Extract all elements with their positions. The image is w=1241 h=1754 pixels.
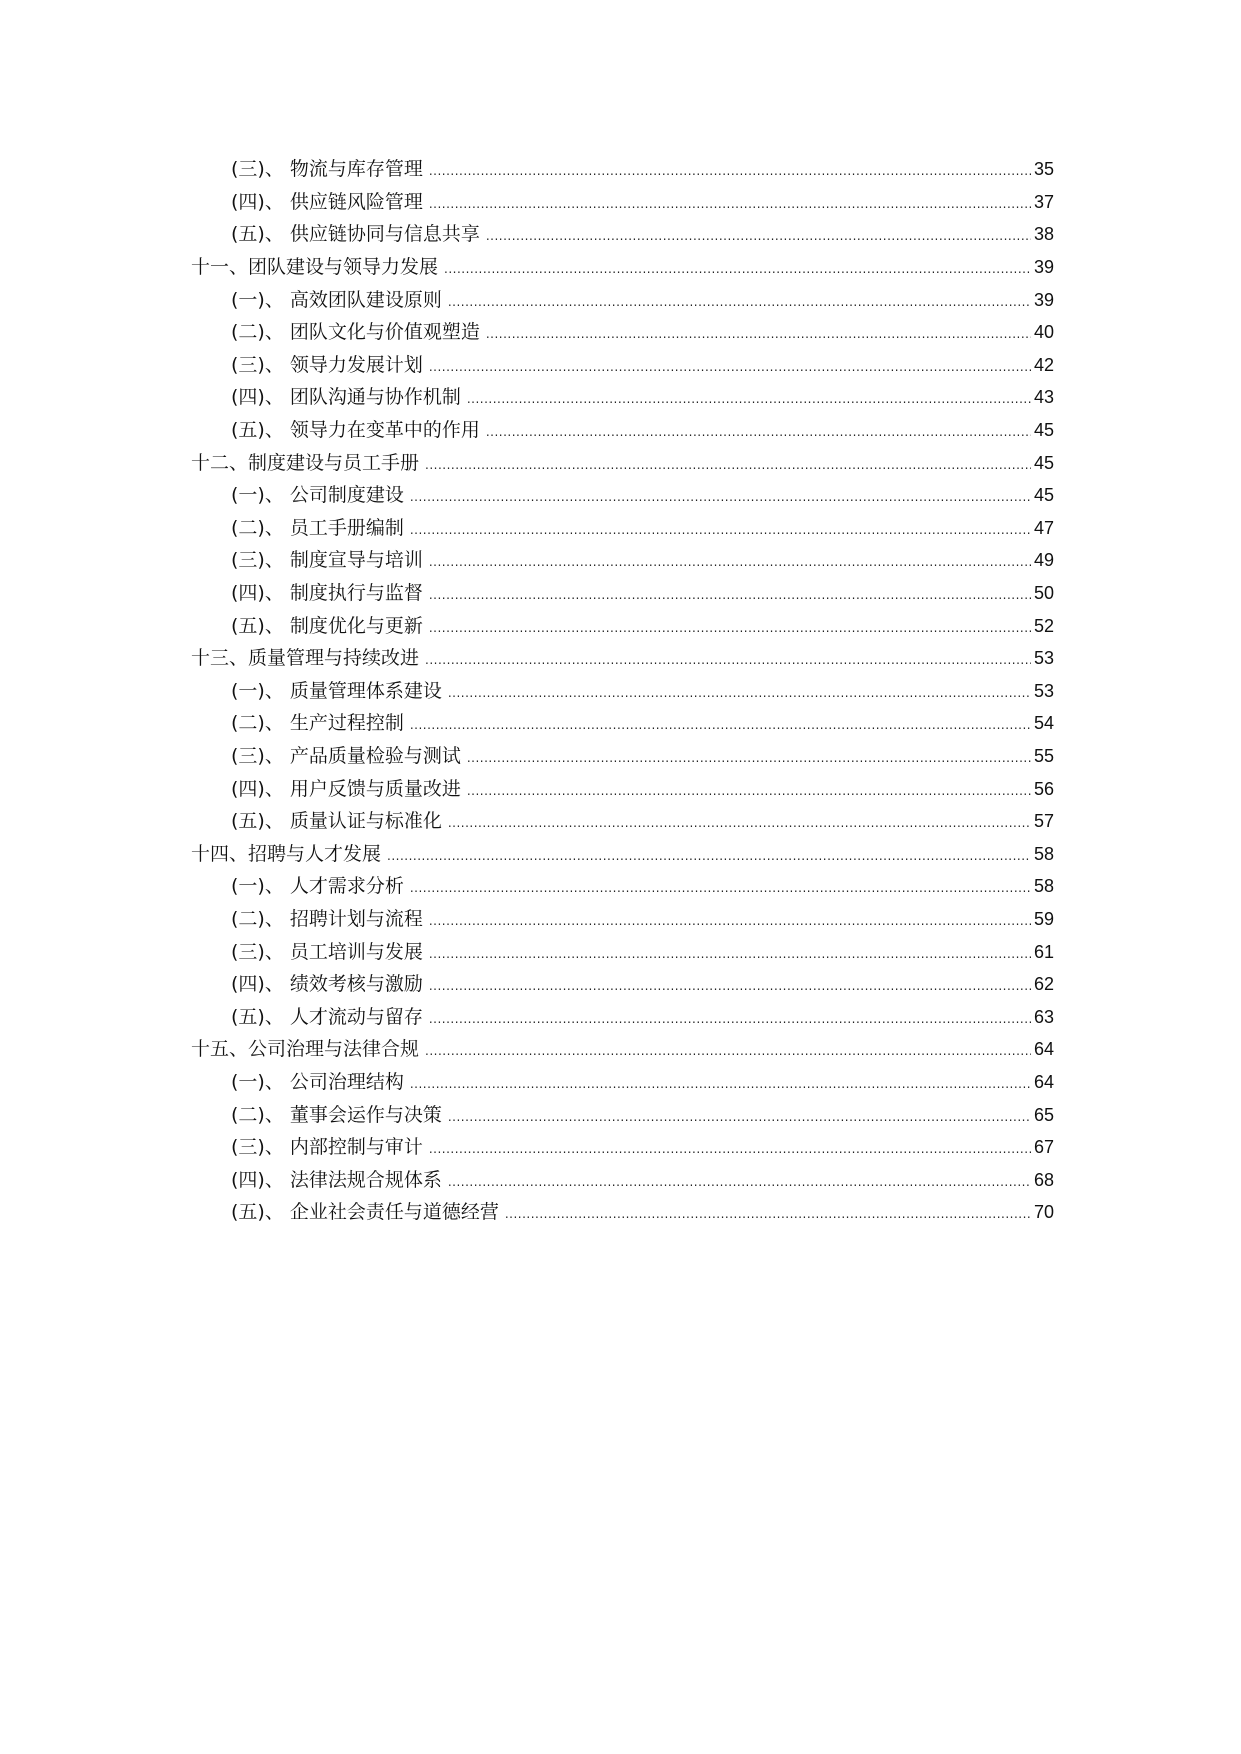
toc-section-entry[interactable] (0, 415, 1241, 448)
dot-leader (448, 1105, 1031, 1129)
toc-entry-number: (三)、 (231, 1136, 284, 1159)
dot-leader (486, 224, 1031, 248)
toc-section-entry[interactable] (0, 350, 1241, 383)
toc-entry-title: 内部控制与审计 (289, 1136, 423, 1159)
toc-page-number: 68 (1033, 1169, 1054, 1190)
dot-leader (410, 518, 1031, 542)
dot-leader (444, 257, 1031, 281)
toc-entry-line (231, 874, 1054, 900)
toc-entry-title: 领导力发展计划 (289, 353, 423, 376)
toc-chapter-entry[interactable] (0, 447, 1241, 480)
toc-entry-number: (四)、 (231, 777, 284, 800)
dot-leader (448, 1170, 1031, 1194)
toc-page-number: 45 (1033, 420, 1054, 441)
toc-entry-title: 公司治理结构 (289, 1070, 404, 1093)
dot-leader (429, 355, 1031, 379)
toc-entry-title: 质量认证与标准化 (289, 810, 442, 833)
dot-leader (429, 583, 1031, 607)
toc-section-entry[interactable] (0, 578, 1241, 611)
toc-section-entry[interactable] (0, 382, 1241, 415)
toc-entry-number: (五)、 (231, 614, 284, 637)
toc-page-number: 39 (1033, 257, 1054, 278)
toc-section-entry[interactable] (0, 1067, 1241, 1100)
toc-section-entry[interactable] (0, 1197, 1241, 1230)
toc-page-number: 37 (1033, 191, 1054, 212)
toc-entry-number: (四)、 (231, 973, 284, 996)
toc-section-entry[interactable] (0, 545, 1241, 578)
dot-leader (425, 648, 1031, 672)
toc-entry-line (231, 516, 1054, 542)
toc-page-number: 38 (1033, 224, 1054, 245)
toc-page-number: 52 (1033, 615, 1054, 636)
toc-entry-line (231, 1005, 1054, 1031)
toc-entry-title: 十二、制度建设与员工手册 (191, 451, 420, 474)
toc-entry-line (231, 320, 1054, 346)
toc-entry-number: (三)、 (231, 158, 284, 181)
toc-section-entry[interactable] (0, 1001, 1241, 1034)
toc-page-number: 35 (1033, 159, 1054, 180)
dot-leader (429, 1137, 1031, 1161)
toc-page-number: 55 (1033, 745, 1054, 766)
dot-leader (505, 1202, 1031, 1226)
toc-entry-number: (三)、 (231, 549, 284, 572)
toc-entry-line (231, 483, 1054, 509)
toc-entry-title: 公司制度建设 (289, 484, 404, 507)
toc-page-number: 47 (1033, 517, 1054, 538)
toc-page-number: 63 (1033, 1006, 1054, 1027)
dot-leader (429, 550, 1031, 574)
dot-leader (429, 974, 1031, 998)
toc-entry-number: (三)、 (231, 744, 284, 767)
toc-page-number: 39 (1033, 289, 1054, 310)
toc-entry-title: 员工手册编制 (289, 516, 404, 539)
dot-leader (410, 485, 1031, 509)
toc-entry-number: (一)、 (231, 679, 284, 702)
toc-entry-line (231, 809, 1054, 835)
toc-entry-line (231, 614, 1054, 640)
toc-entry-title: 十一、团队建设与领导力发展 (191, 256, 439, 279)
toc-section-entry[interactable] (0, 480, 1241, 513)
toc-page-number: 43 (1033, 387, 1054, 408)
toc-page-number: 53 (1033, 680, 1054, 701)
toc-entry-number: (三)、 (231, 353, 284, 376)
toc-page-number: 49 (1033, 550, 1054, 571)
toc-entry-line (231, 940, 1054, 966)
dot-leader (467, 779, 1031, 803)
dot-leader (448, 681, 1031, 705)
toc-entry-title: 人才流动与留存 (289, 1005, 423, 1028)
toc-section-entry[interactable] (0, 1132, 1241, 1165)
dot-leader (429, 192, 1031, 216)
toc-entry-line (231, 711, 1054, 737)
toc-entry-number: (四)、 (231, 190, 284, 213)
toc-entry-number: (一)、 (231, 484, 284, 507)
toc-chapter-entry[interactable] (0, 1034, 1241, 1067)
toc-page-number: 45 (1033, 485, 1054, 506)
toc-entry-number: (五)、 (231, 810, 284, 833)
toc-entry-line (231, 157, 1054, 183)
dot-leader (467, 387, 1031, 411)
toc-entry-line (231, 1200, 1054, 1226)
toc-page-number: 40 (1033, 322, 1054, 343)
toc-entry-title: 生产过程控制 (289, 712, 404, 735)
toc-chapter-entry[interactable] (0, 838, 1241, 871)
toc-chapter-entry[interactable] (0, 252, 1241, 285)
toc-entry-number: (四)、 (231, 582, 284, 605)
toc-section-entry[interactable] (0, 708, 1241, 741)
toc-section-entry[interactable] (0, 513, 1241, 546)
toc-entry-number: (一)、 (231, 875, 284, 898)
toc-page-number: 62 (1033, 974, 1054, 995)
toc-entry-title: 员工培训与发展 (289, 940, 423, 963)
toc-section-entry[interactable] (0, 676, 1241, 709)
toc-section-entry[interactable] (0, 871, 1241, 904)
toc-entry-number: (二)、 (231, 516, 284, 539)
toc-section-entry[interactable] (0, 284, 1241, 317)
dot-leader (429, 909, 1031, 933)
toc-entry-title: 高效团队建设原则 (289, 288, 442, 311)
dot-leader (486, 322, 1031, 346)
toc-entry-title: 人才需求分析 (289, 875, 404, 898)
toc-entry-number: (四)、 (231, 386, 284, 409)
dot-leader (429, 942, 1031, 966)
toc-entry-number: (五)、 (231, 223, 284, 246)
toc-section-entry[interactable] (0, 1099, 1241, 1132)
toc-entry-line (231, 385, 1054, 411)
toc-page-number: 67 (1033, 1137, 1054, 1158)
toc-chapter-entry[interactable] (0, 643, 1241, 676)
toc-page-number: 42 (1033, 354, 1054, 375)
toc-page-number: 70 (1033, 1202, 1054, 1223)
toc-entry-line (231, 190, 1054, 216)
toc-entry-line (231, 777, 1054, 803)
toc-entry-number: (五)、 (231, 419, 284, 442)
toc-entry-line (231, 907, 1054, 933)
toc-entry-title: 质量管理体系建设 (289, 679, 442, 702)
toc-section-entry[interactable] (0, 317, 1241, 350)
toc-entry-title: 团队沟通与协作机制 (289, 386, 461, 409)
toc-entry-line (231, 744, 1054, 770)
toc-section-entry[interactable] (0, 741, 1241, 774)
toc-section-entry[interactable] (0, 969, 1241, 1002)
toc-entry-line (231, 288, 1054, 314)
toc-entry-line (191, 255, 1054, 281)
toc-entry-number: (五)、 (231, 1005, 284, 1028)
toc-section-entry[interactable] (0, 187, 1241, 220)
toc-entry-title: 十四、招聘与人才发展 (191, 842, 382, 865)
toc-entry-title: 招聘计划与流程 (289, 907, 423, 930)
toc-entry-number: (一)、 (231, 288, 284, 311)
toc-entry-line (191, 451, 1054, 477)
dot-leader (448, 811, 1031, 835)
toc-page-number: 53 (1033, 648, 1054, 669)
toc-entry-line (231, 222, 1054, 248)
dot-leader (425, 453, 1031, 477)
toc-entry-title: 供应链风险管理 (289, 190, 423, 213)
toc-page-number: 64 (1033, 1071, 1054, 1092)
toc-page-number: 64 (1033, 1039, 1054, 1060)
toc-entry-number: (二)、 (231, 321, 284, 344)
toc-entry-title: 团队文化与价值观塑造 (289, 321, 480, 344)
toc-entry-title: 十三、质量管理与持续改进 (191, 647, 420, 670)
toc-page-number: 56 (1033, 778, 1054, 799)
toc-entry-title: 董事会运作与决策 (289, 1103, 442, 1126)
toc-page-number: 57 (1033, 811, 1054, 832)
toc-entry-number: (三)、 (231, 940, 284, 963)
toc-section-entry[interactable] (0, 154, 1241, 187)
toc-page-number: 58 (1033, 876, 1054, 897)
toc-page-number: 50 (1033, 583, 1054, 604)
toc-entry-number: (一)、 (231, 1070, 284, 1093)
toc-section-entry[interactable] (0, 904, 1241, 937)
toc-entry-title: 物流与库存管理 (289, 158, 423, 181)
dot-leader (429, 1007, 1031, 1031)
toc-entry-line (231, 1070, 1054, 1096)
toc-entry-line (231, 353, 1054, 379)
toc-entry-line (231, 972, 1054, 998)
dot-leader (410, 876, 1031, 900)
toc-entry-title: 制度优化与更新 (289, 614, 423, 637)
toc-entry-line (231, 418, 1054, 444)
toc-entry-title: 领导力在变革中的作用 (289, 419, 480, 442)
toc-page-number: 45 (1033, 452, 1054, 473)
dot-leader (410, 713, 1031, 737)
dot-leader (387, 844, 1031, 868)
toc-entry-line (231, 548, 1054, 574)
table-of-contents (0, 154, 1241, 1230)
dot-leader (486, 420, 1031, 444)
toc-section-entry[interactable] (0, 1164, 1241, 1197)
toc-entry-title: 十五、公司治理与法律合规 (191, 1038, 420, 1061)
toc-entry-line (231, 679, 1054, 705)
dot-leader (410, 1072, 1031, 1096)
dot-leader (448, 290, 1031, 314)
toc-entry-title: 制度宣导与培训 (289, 549, 423, 572)
toc-entry-title: 供应链协同与信息共享 (289, 223, 480, 246)
toc-entry-title: 法律法规合规体系 (289, 1168, 442, 1191)
toc-entry-line (231, 1168, 1054, 1194)
toc-entry-title: 制度执行与监督 (289, 582, 423, 605)
toc-entry-number: (二)、 (231, 907, 284, 930)
toc-page-number: 58 (1033, 843, 1054, 864)
toc-entry-line (231, 1135, 1054, 1161)
toc-page-number: 54 (1033, 713, 1054, 734)
toc-entry-title: 绩效考核与激励 (289, 973, 423, 996)
toc-entry-number: (四)、 (231, 1168, 284, 1191)
toc-section-entry[interactable] (0, 219, 1241, 252)
dot-leader (429, 616, 1031, 640)
dot-leader (429, 159, 1031, 183)
toc-entry-line (191, 842, 1054, 868)
toc-entry-line (191, 646, 1054, 672)
toc-entry-line (231, 1103, 1054, 1129)
toc-entry-number: (二)、 (231, 712, 284, 735)
toc-section-entry[interactable] (0, 936, 1241, 969)
toc-section-entry[interactable] (0, 610, 1241, 643)
dot-leader (425, 1039, 1031, 1063)
toc-entry-number: (五)、 (231, 1201, 284, 1224)
toc-entry-title: 用户反馈与质量改进 (289, 777, 461, 800)
toc-entry-line (231, 581, 1054, 607)
toc-section-entry[interactable] (0, 773, 1241, 806)
toc-section-entry[interactable] (0, 806, 1241, 839)
toc-entry-line (191, 1037, 1054, 1063)
dot-leader (467, 746, 1031, 770)
toc-page-number: 65 (1033, 1104, 1054, 1125)
toc-entry-number: (二)、 (231, 1103, 284, 1126)
toc-page-number: 61 (1033, 941, 1054, 962)
toc-page-number: 59 (1033, 908, 1054, 929)
toc-entry-title: 产品质量检验与测试 (289, 744, 461, 767)
toc-entry-title: 企业社会责任与道德经营 (289, 1201, 499, 1224)
